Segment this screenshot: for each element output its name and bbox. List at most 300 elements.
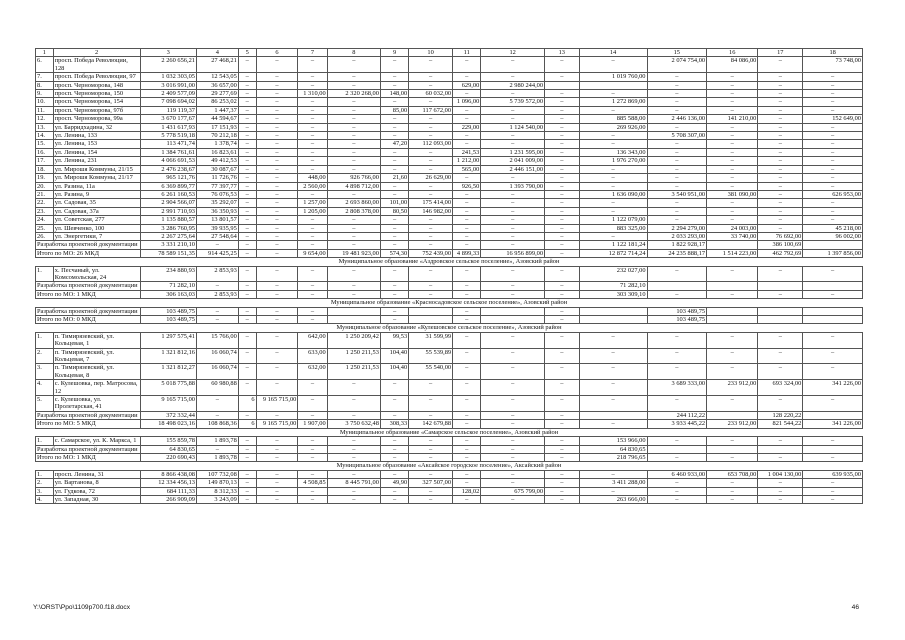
summary-row [36,316,863,324]
value-cell: 119 119,37 [140,106,196,114]
value-cell: 1 310,00 [298,90,327,98]
value-cell: – [380,470,408,478]
value-cell: – [409,396,453,412]
value-cell: 629,00 [453,81,481,89]
value-cell: – [327,282,380,290]
file-path: Y:\ORST\Ppo\1109p700.f18.docx [33,604,131,611]
table-row [36,123,863,131]
value-cell: 9 654,00 [298,249,327,257]
value-cell: 5 739 572,00 [481,98,545,106]
value-cell: – [196,282,238,290]
value-cell: 372 332,44 [140,411,196,419]
value-cell: – [238,207,256,215]
value-cell: – [298,380,327,396]
value-cell: – [409,232,453,240]
summary-row [36,420,863,428]
table-row [36,199,863,207]
value-cell: – [409,157,453,165]
row-number: 18. [36,165,54,173]
value-cell: – [545,73,580,81]
value-cell: – [545,470,580,478]
value-cell: – [298,132,327,140]
value-cell: – [453,73,481,81]
section-title: Муниципальное образование «Самарское сельское поселение», Азовский район [36,428,863,436]
value-cell: – [196,307,238,315]
value-cell: – [803,266,863,282]
value-cell: 1 122 181,24 [579,241,647,249]
value-cell: 104,40 [380,348,408,364]
address-cell: просп. Черноморова, 97б [53,106,140,114]
value-cell: – [453,224,481,232]
value-cell: 136 343,00 [579,148,647,156]
row-number: 2. [36,479,54,487]
value-cell: – [545,90,580,98]
value-cell: 73 748,00 [803,57,863,73]
value-cell: – [380,73,408,81]
value-cell: 148,00 [380,90,408,98]
value-cell: – [758,157,803,165]
value-cell: 44 594,67 [196,115,238,123]
value-cell: – [380,190,408,198]
value-cell: – [758,57,803,73]
row-label: Итого по МО: 0 МКД [36,316,141,324]
value-cell: – [545,437,580,445]
row-number: 11. [36,106,54,114]
value-cell: 639 935,00 [803,470,863,478]
value-cell: – [758,487,803,495]
value-cell: – [545,364,580,380]
value-cell: 3 670 177,67 [140,115,196,123]
row-number: 25. [36,224,54,232]
value-cell: – [238,106,256,114]
value-cell: – [579,165,647,173]
value-cell: – [256,81,298,89]
row-number: 20. [36,182,54,190]
summary-row [36,453,863,461]
value-cell: 12 543,05 [196,73,238,81]
value-cell: – [327,106,380,114]
value-cell: 2 980 244,00 [481,81,545,89]
value-cell: – [298,224,327,232]
table-row [36,207,863,215]
value-cell: 155 859,78 [140,437,196,445]
value-cell: – [545,487,580,495]
value-cell: – [256,348,298,364]
value-cell: – [327,487,380,495]
value-cell: 448,00 [298,174,327,182]
table-row [36,364,863,380]
value-cell: 1 019 760,00 [579,73,647,81]
value-cell: – [256,157,298,165]
value-cell: – [545,57,580,73]
value-cell: 2 853,93 [196,290,238,298]
value-cell [803,307,863,315]
value-cell: – [647,157,707,165]
value-cell: 1 250 211,53 [327,364,380,380]
value-cell: – [327,396,380,412]
table-header-row [36,49,863,57]
value-cell: – [256,453,298,461]
value-cell: – [256,266,298,282]
value-cell: 6 460 933,00 [647,470,707,478]
value-cell: – [647,207,707,215]
value-cell: – [380,182,408,190]
value-cell: – [298,495,327,503]
value-cell: – [409,132,453,140]
value-cell: 232 027,00 [579,266,647,282]
value-cell: 303 309,10 [579,290,647,298]
value-cell: – [256,115,298,123]
value-cell: – [545,199,580,207]
value-cell: 926 766,00 [327,174,380,182]
address-cell: ул. Ленина, 153 [53,140,140,148]
value-cell: 35 292,07 [196,199,238,207]
value-cell: – [579,182,647,190]
value-cell [707,241,758,249]
value-cell: 220 690,43 [140,453,196,461]
value-cell: 2 409 577,09 [140,90,196,98]
value-cell: – [238,123,256,131]
value-cell: – [647,148,707,156]
value-cell: – [256,148,298,156]
value-cell: 3 540 951,00 [647,190,707,198]
value-cell: – [579,90,647,98]
row-number: 19. [36,174,54,182]
value-cell: – [453,57,481,73]
value-cell: 1 378,74 [196,140,238,148]
table-row [36,190,863,198]
value-cell: – [298,232,327,240]
address-cell: с. Кулешовка, пер. Матросова, 12 [53,380,140,396]
value-cell: – [409,216,453,224]
value-cell: – [803,199,863,207]
value-cell: – [758,207,803,215]
value-cell: – [453,396,481,412]
address-cell: х. Песчаный, ул. Комсомольская, 24 [53,266,140,282]
value-cell: – [481,266,545,282]
value-cell: 86 253,02 [196,98,238,106]
value-cell: – [481,495,545,503]
value-cell: – [758,348,803,364]
value-cell: – [238,73,256,81]
value-cell: – [579,57,647,73]
value-cell: 229,00 [453,123,481,131]
value-cell: 241,53 [453,148,481,156]
value-cell: – [256,437,298,445]
value-cell: – [327,115,380,123]
value-cell: 104,40 [380,364,408,380]
table-row [36,487,863,495]
value-cell: – [327,123,380,131]
value-cell: – [327,140,380,148]
header-cell: 5 [238,49,256,57]
address-cell: просп. Ленина, 31 [53,470,140,478]
value-cell: – [481,348,545,364]
value-cell: – [256,282,298,290]
summary-row [36,307,863,315]
value-cell: – [481,132,545,140]
value-cell: – [647,364,707,380]
table-row [36,73,863,81]
summary-row [36,411,863,419]
value-cell: 1 636 090,00 [579,190,647,198]
value-cell: – [453,216,481,224]
value-cell: – [758,190,803,198]
table-row [36,224,863,232]
value-cell: – [647,106,707,114]
value-cell: 2 033 293,00 [647,232,707,240]
value-cell: 1 297 575,41 [140,332,196,348]
value-cell: 64 830,65 [140,445,196,453]
value-cell: 2 693 860,00 [327,199,380,207]
section-header-row [36,258,863,266]
value-cell [579,316,647,324]
value-cell: 9 165 715,00 [140,396,196,412]
value-cell: – [238,216,256,224]
table-row [36,174,863,182]
header-cell: 9 [380,49,408,57]
summary-row [36,241,863,249]
value-cell: 1 893,78 [196,437,238,445]
value-cell [707,411,758,419]
value-cell: 101,00 [380,199,408,207]
value-cell: – [453,380,481,396]
value-cell: – [238,332,256,348]
value-cell: – [298,411,327,419]
value-cell: – [545,495,580,503]
value-cell: – [453,106,481,114]
address-cell: ул. Садовая, 37а [53,207,140,215]
value-cell: – [647,98,707,106]
value-cell: 6 [238,420,256,428]
value-cell: 6 261 160,53 [140,190,196,198]
value-cell: – [327,98,380,106]
value-cell: 1 321 812,27 [140,364,196,380]
value-cell: 1 976 270,00 [579,157,647,165]
row-number: 2. [36,348,54,364]
value-cell: – [238,495,256,503]
value-cell: – [238,157,256,165]
value-cell: – [707,266,758,282]
value-cell: 103 489,75 [647,316,707,324]
value-cell: 381 090,00 [707,190,758,198]
value-cell: – [803,437,863,445]
value-cell: 128,02 [453,487,481,495]
value-cell: 1 893,78 [196,453,238,461]
value-cell: – [238,282,256,290]
value-cell: 234 880,93 [140,266,196,282]
value-cell: 2 074 754,00 [647,57,707,73]
row-number: 3. [36,487,54,495]
value-cell: – [380,216,408,224]
value-cell: – [256,123,298,131]
value-cell: – [380,148,408,156]
address-cell: ул. Мирошя Коммуны, 21/17 [53,174,140,182]
value-cell: – [545,98,580,106]
document-sheet [35,48,863,504]
value-cell [579,411,647,419]
table-row [36,380,863,396]
value-cell: – [803,487,863,495]
value-cell: – [579,174,647,182]
value-cell: – [803,182,863,190]
value-cell: 85,00 [380,106,408,114]
table-row [36,266,863,282]
table-row [36,396,863,412]
summary-row [36,282,863,290]
value-cell: – [453,348,481,364]
value-cell: 12 872 714,24 [579,249,647,257]
row-number: 4. [36,495,54,503]
value-cell: 642,00 [298,332,327,348]
value-cell: – [545,207,580,215]
table-row [36,81,863,89]
value-cell: – [238,190,256,198]
row-label: Разработка проектной документации [36,241,141,249]
value-cell: – [545,445,580,453]
header-cell: 15 [647,49,707,57]
header-cell: 13 [545,49,580,57]
value-cell: – [453,453,481,461]
value-cell: – [803,98,863,106]
value-cell: – [758,199,803,207]
value-cell: – [707,199,758,207]
section-title: Муниципальное образование «Аксайское городское поселение», Аксайский район [36,462,863,470]
value-cell: – [707,123,758,131]
value-cell: 5 018 775,88 [140,380,196,396]
value-cell: – [453,90,481,98]
value-cell: – [579,380,647,396]
value-cell: – [803,348,863,364]
value-cell: 113 471,74 [140,140,196,148]
value-cell: – [453,420,481,428]
value-cell: – [453,190,481,198]
value-cell: – [453,332,481,348]
value-cell: – [409,380,453,396]
value-cell: – [327,453,380,461]
value-cell: – [327,411,380,419]
value-cell: – [380,57,408,73]
value-cell: – [707,290,758,298]
value-cell: – [803,174,863,182]
value-cell: – [545,241,580,249]
value-cell: 112 093,00 [409,140,453,148]
value-cell: 103 489,75 [140,307,196,315]
section-header-row [36,324,863,332]
value-cell [707,282,758,290]
value-cell: – [647,266,707,282]
row-number: 1. [36,437,54,445]
value-cell: – [579,106,647,114]
value-cell: 1 272 869,00 [579,98,647,106]
address-cell: ул. Барридхадина, 32 [53,123,140,131]
value-cell: – [256,411,298,419]
value-cell: 327 507,00 [409,479,453,487]
value-cell: – [453,479,481,487]
address-cell: с. Кулешовка, ул. Пролетарская, 41 [53,396,140,412]
value-cell: – [647,290,707,298]
value-cell [647,282,707,290]
value-cell: – [298,216,327,224]
value-cell: 1 205,00 [298,207,327,215]
value-cell: 9 165 715,00 [256,396,298,412]
value-cell: – [453,174,481,182]
section-title: Муниципальное образование «Кулешовское сельское поселение», Азовский район [36,324,863,332]
table-row [36,157,863,165]
value-cell: 341 226,00 [803,380,863,396]
value-cell: – [409,445,453,453]
value-cell: – [647,81,707,89]
value-cell: 1 096,00 [453,98,481,106]
value-cell: – [707,396,758,412]
value-cell: – [238,140,256,148]
value-cell: – [409,81,453,89]
value-cell: – [545,348,580,364]
value-cell: – [758,73,803,81]
value-cell [758,445,803,453]
value-cell: – [409,182,453,190]
value-cell: 142 679,88 [409,420,453,428]
value-cell: – [481,453,545,461]
value-cell: 15 766,00 [196,332,238,348]
value-cell: – [409,148,453,156]
value-cell: – [803,73,863,81]
row-number: 1. [36,470,54,478]
value-cell: – [707,216,758,224]
value-cell: – [545,123,580,131]
value-cell: – [298,106,327,114]
value-cell: – [758,453,803,461]
value-cell: 26 629,00 [409,174,453,182]
value-cell: – [327,81,380,89]
row-label: Разработка проектной документации [36,282,141,290]
value-cell: – [481,290,545,298]
address-cell: просп. Черноморова, 148 [53,81,140,89]
value-cell: – [238,348,256,364]
value-cell: – [238,132,256,140]
value-cell: – [579,132,647,140]
value-cell: – [238,224,256,232]
value-cell: 2 320 268,00 [327,90,380,98]
value-cell: – [238,165,256,173]
table-row [36,140,863,148]
value-cell: – [481,106,545,114]
row-number: 12. [36,115,54,123]
value-cell: 675 799,00 [481,487,545,495]
value-cell: 2 446 151,00 [481,165,545,173]
value-cell: – [481,57,545,73]
value-cell: – [409,290,453,298]
value-cell: – [803,90,863,98]
value-cell: 1 384 761,61 [140,148,196,156]
address-cell: п. Тимирязевский, ул. Кольцевая, 8 [53,364,140,380]
value-cell: – [327,157,380,165]
value-cell: – [647,216,707,224]
value-cell: 8 312,33 [196,487,238,495]
value-cell [758,282,803,290]
value-cell: 821 544,22 [758,420,803,428]
value-cell: – [758,165,803,173]
value-cell: – [758,182,803,190]
value-cell: – [380,445,408,453]
value-cell: 152 649,00 [803,115,863,123]
value-cell: – [579,487,647,495]
value-cell: – [545,157,580,165]
table-row [36,115,863,123]
value-cell: – [298,190,327,198]
value-cell: – [196,316,238,324]
value-cell: – [298,98,327,106]
